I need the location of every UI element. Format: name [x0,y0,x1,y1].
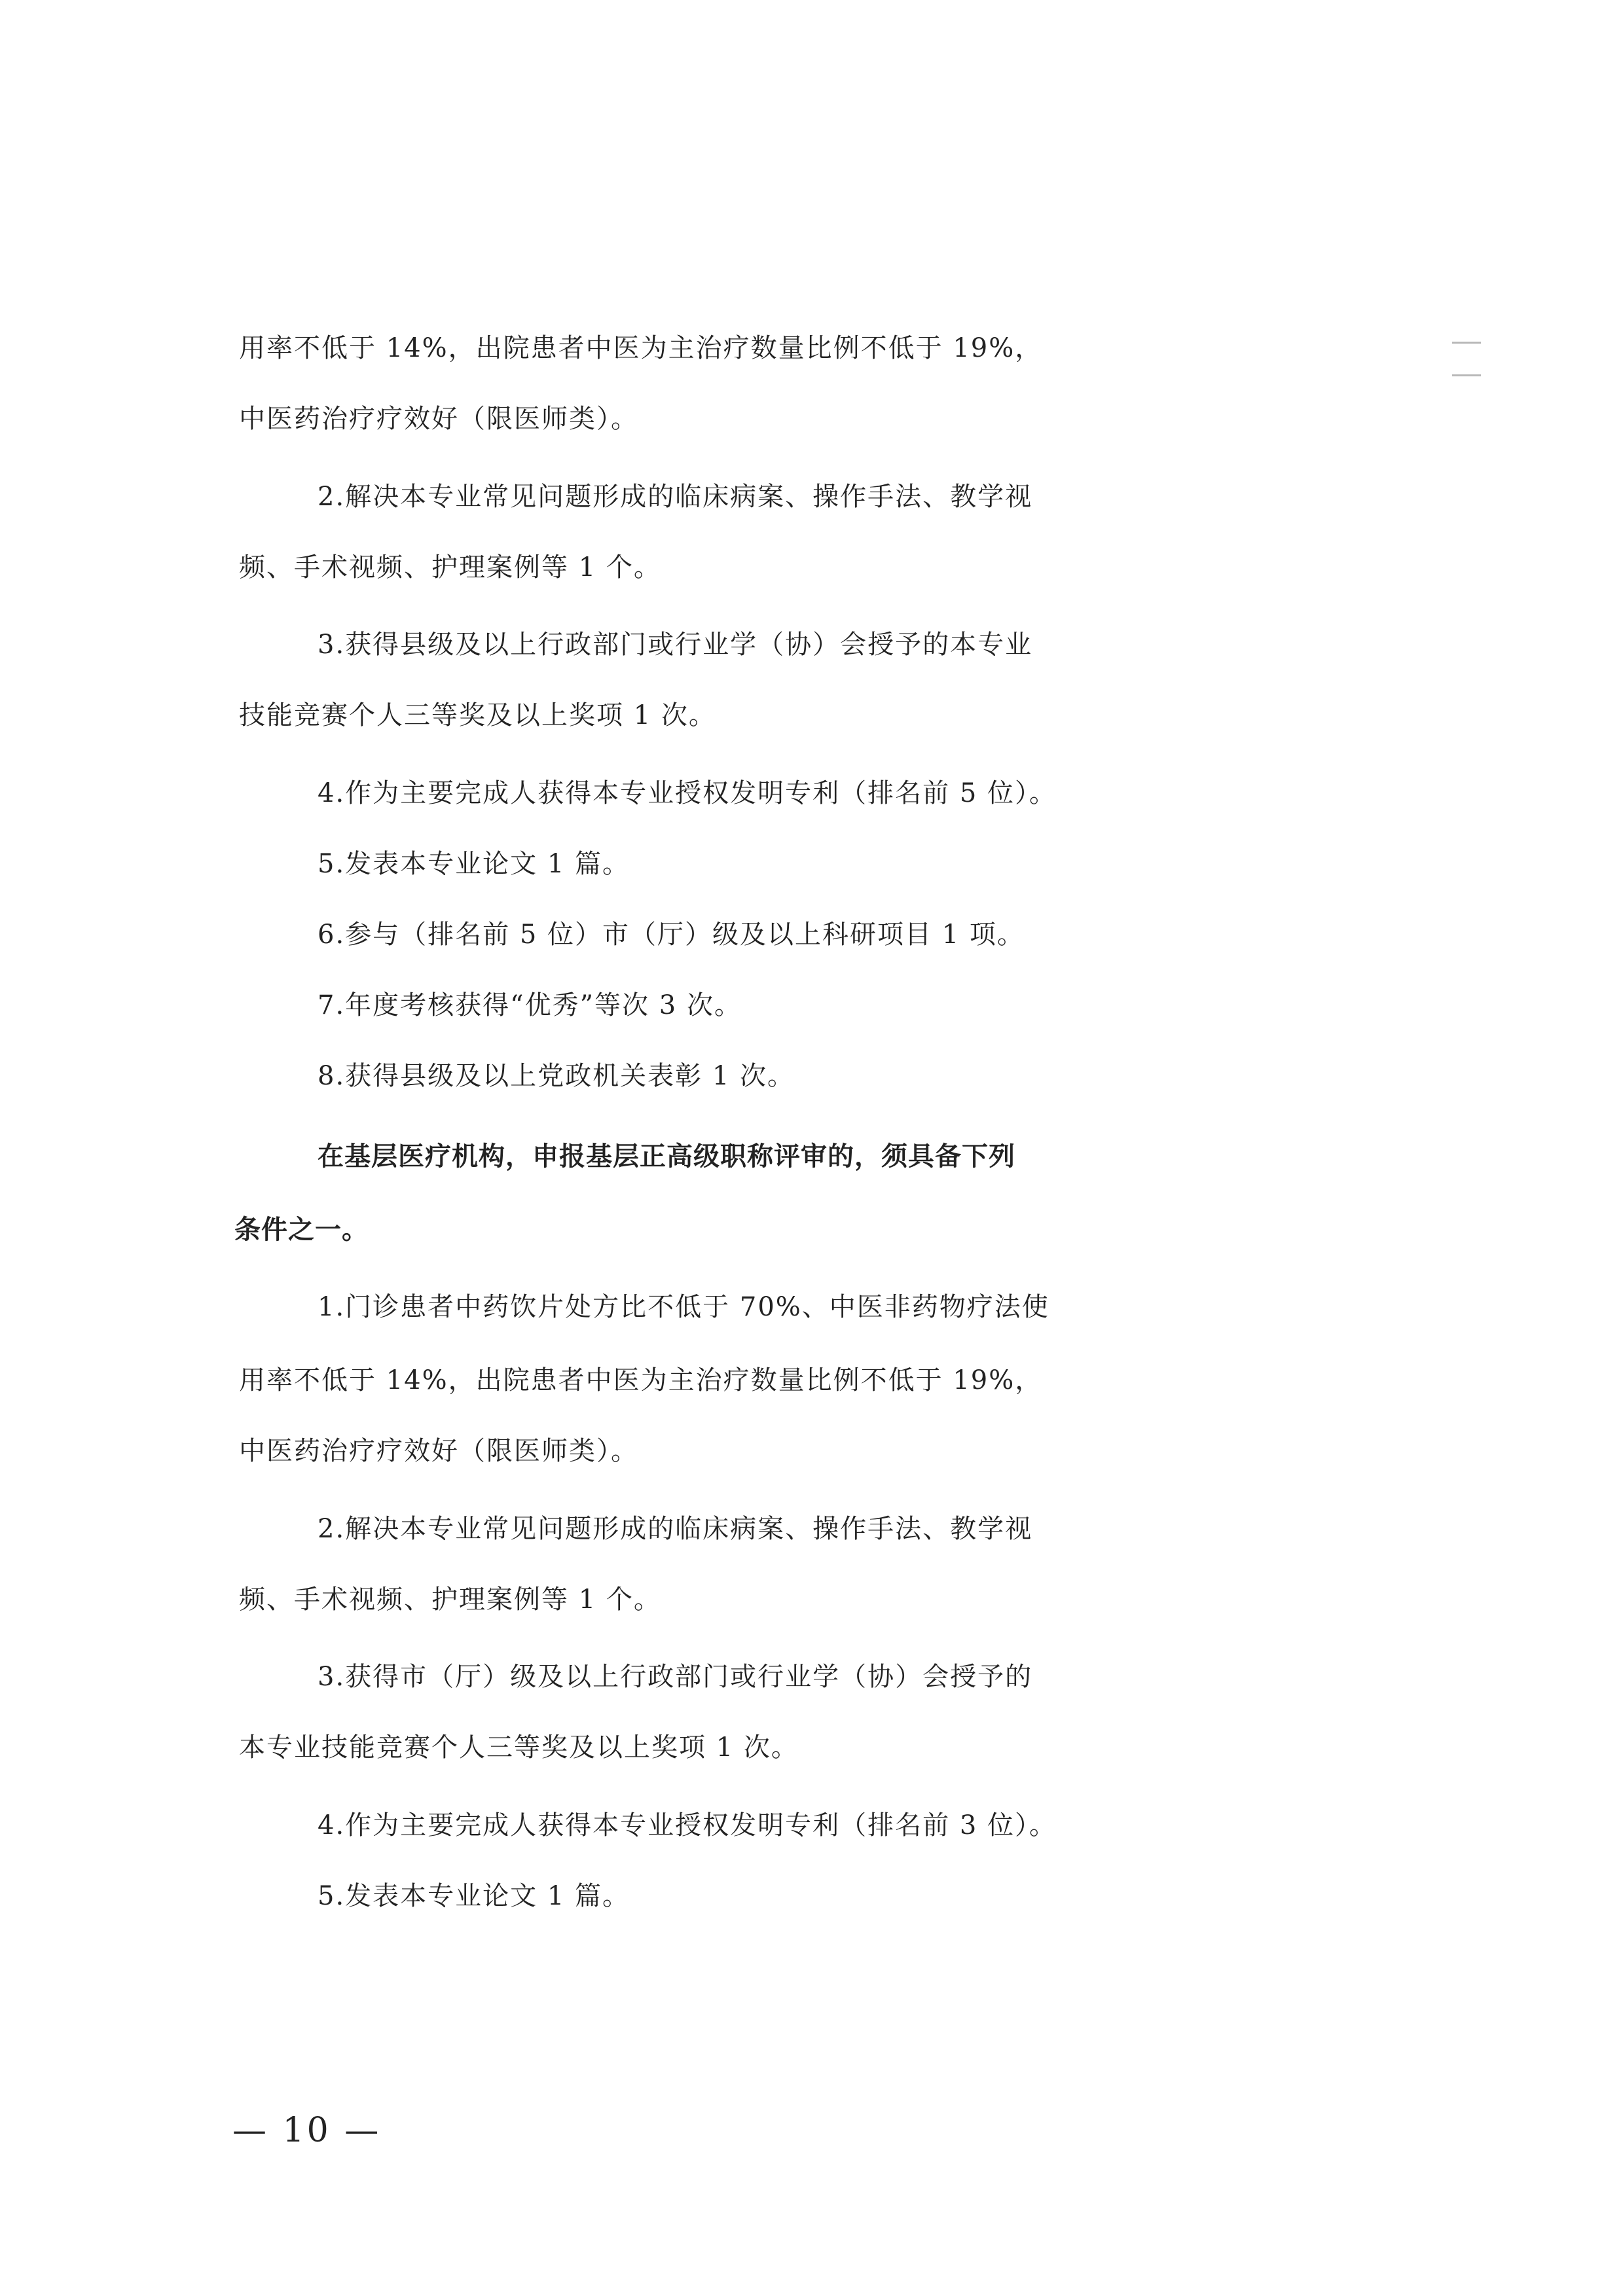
paragraph-line: 7.年度考核获得“优秀”等次 3 次。 [318,990,742,1020]
paragraph-line: 本专业技能竞赛个人三等奖及以上奖项 1 次。 [239,1732,799,1763]
paragraph-line: 2.解决本专业常见问题形成的临床病案、操作手法、教学视 [318,482,1033,512]
paragraph-line: 4.作为主要完成人获得本专业授权发明专利（排名前 5 位）。 [318,778,1057,808]
paragraph-line: 8.获得县级及以上党政机关表彰 1 次。 [318,1061,795,1091]
paragraph-line: 中医药治疗疗效好（限医师类）。 [239,1436,638,1466]
section-heading: 在基层医疗机构，申报基层正高级职称评审的，须具备下列 [318,1141,1015,1172]
scan-mark [1452,374,1481,376]
paragraph-line: 3.获得县级及以上行政部门或行业学（协）会授予的本专业 [318,630,1033,660]
paragraph-line: 6.参与（排名前 5 位）市（厅）级及以上科研项目 1 项。 [318,920,1025,950]
paragraph-line: 用率不低于 14%，出院患者中医为主治疗数量比例不低于 19%， [239,333,1043,363]
paragraph-line: 5.发表本专业论文 1 篇。 [318,849,630,879]
paragraph-line: 频、手术视频、护理案例等 1 个。 [239,552,661,583]
paragraph-line: 频、手术视频、护理案例等 1 个。 [239,1585,661,1615]
paragraph-line: 4.作为主要完成人获得本专业授权发明专利（排名前 3 位）。 [318,1810,1057,1840]
paragraph-line: 2.解决本专业常见问题形成的临床病案、操作手法、教学视 [318,1514,1033,1544]
paragraph-line: 1.门诊患者中药饮片处方比不低于 70%、中医非药物疗法使 [318,1292,1049,1322]
page-number: — 10 — [232,2111,382,2150]
paragraph-line: 技能竞赛个人三等奖及以上奖项 1 次。 [239,700,716,730]
paragraph-line: 3.获得市（厅）级及以上行政部门或行业学（协）会授予的 [318,1662,1033,1692]
paragraph-line: 5.发表本专业论文 1 篇。 [318,1881,630,1911]
paragraph-line: 中医药治疗疗效好（限医师类）。 [239,404,638,434]
section-heading: 条件之一。 [234,1215,369,1245]
paragraph-line: 用率不低于 14%，出院患者中医为主治疗数量比例不低于 19%， [239,1365,1043,1395]
